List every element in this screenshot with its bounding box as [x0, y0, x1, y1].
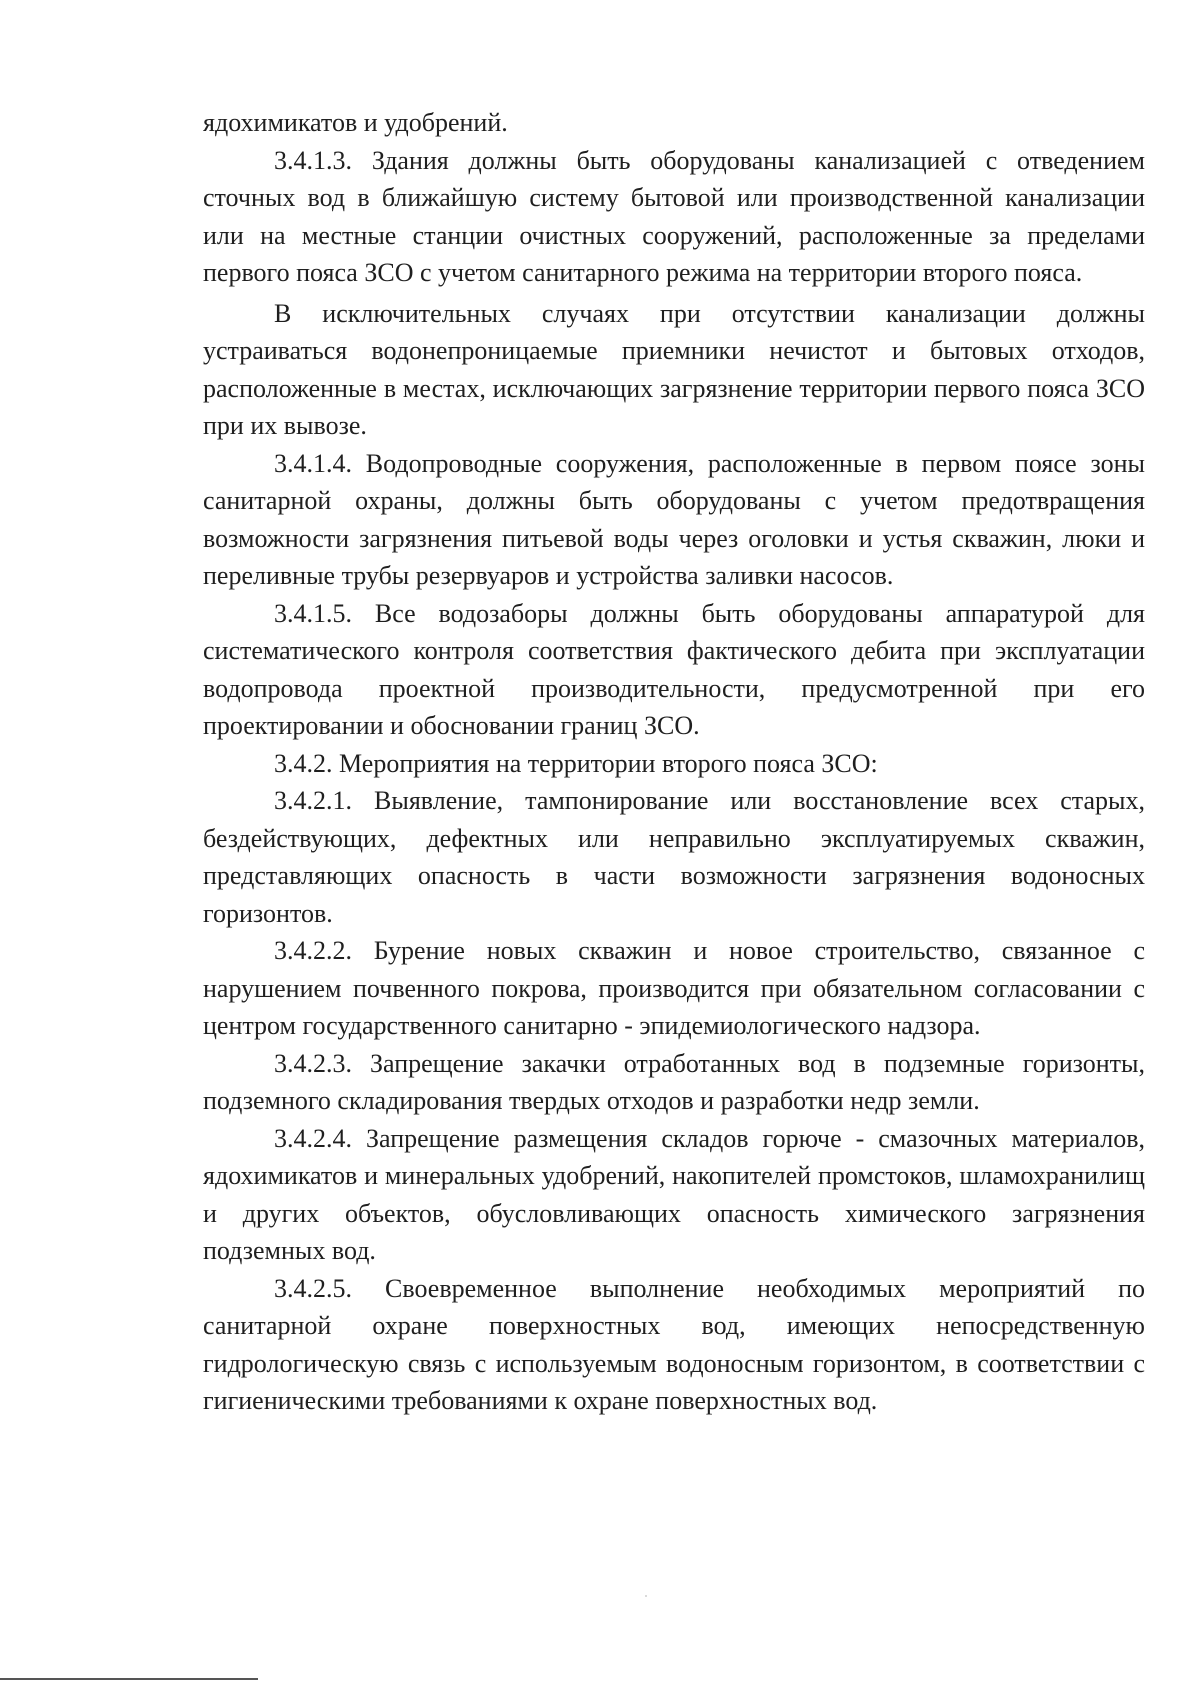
paragraph-3-4-2-5: 3.4.2.5. Своевременное выполнение необходимых мероприятий по санитарной охране поверхностных вод, имеющих непосредственную гидрологическую связь с используемым водоносным горизонтом, в соответствии с гигиеническими требованиями к охране поверхностных вод.	[203, 1273, 1145, 1415]
paragraph-3-4-2-2: 3.4.2.2. Бурение новых скважин и новое строительство, связанное с нарушением почвенного покрова, производится при обязательном согласовании с центром государственного санитарно - эпидемиологического надзора.	[203, 936, 1145, 1040]
paragraph-3-4-1-5: 3.4.1.5. Все водозаборы должны быть оборудованы аппаратурой для систематического контроля соответствия фактического дебита при эксплуатации водопровода проектной производительности, предусмотренной при его проектировании и обосновании границ ЗСО.	[203, 598, 1145, 740]
paragraph-3-4-2: 3.4.2. Мероприятия на территории второго пояса ЗСО:	[274, 748, 878, 778]
paragraph-3-4-2-4: 3.4.2.4. Запрещение размещения складов горюче - смазочных материалов, ядохимикатов и минеральных удобрений, накопителей промстоков, шламохранилищ и других объектов, обусловливающих опасность химического загрязнения подземных вод.	[203, 1123, 1145, 1265]
paragraph-continuation: ядохимикатов и удобрений.	[203, 108, 508, 137]
document-body	[203, 104, 1145, 1420]
paragraph-3-4-2-3: 3.4.2.3. Запрещение закачки отработанных вод в подземные горизонты, подземного складирования твердых отходов и разработки недр земли.	[203, 1048, 1145, 1115]
paragraph-exceptional-cases: В исключительных случаях при отсутствии канализации должны устраиваться водонепроницаемые приемники нечистот и бытовых отходов, расположенные в местах, исключающих загрязнение территории первого пояса ЗСО при их вывозе.	[203, 298, 1145, 440]
paragraph-3-4-1-3: 3.4.1.3. Здания должны быть оборудованы канализацией с отведением сточных вод в ближайшую систему бытовой или производственной канализации или на местные станции очистных сооружений, расположенные за пределами первого пояса ЗСО с учетом санитарного режима на территории второго пояса.	[203, 145, 1145, 287]
paragraph-3-4-1-4: 3.4.1.4. Водопроводные сооружения, расположенные в первом поясе зоны санитарной охраны, должны быть оборудованы с учетом предотвращения возможности загрязнения питьевой воды через оголовки и устья скважин, люки и переливные трубы резервуаров и устройства заливки насосов.	[203, 448, 1145, 590]
page-bottom-rule	[0, 1678, 258, 1680]
scan-speck	[645, 1595, 647, 1597]
paragraph-3-4-2-1: 3.4.2.1. Выявление, тампонирование или восстановление всех старых, бездействующих, дефектных или неправильно эксплуатируемых скважин, представляющих опасность в части возможности загрязнения водоносных горизонтов.	[203, 786, 1145, 928]
